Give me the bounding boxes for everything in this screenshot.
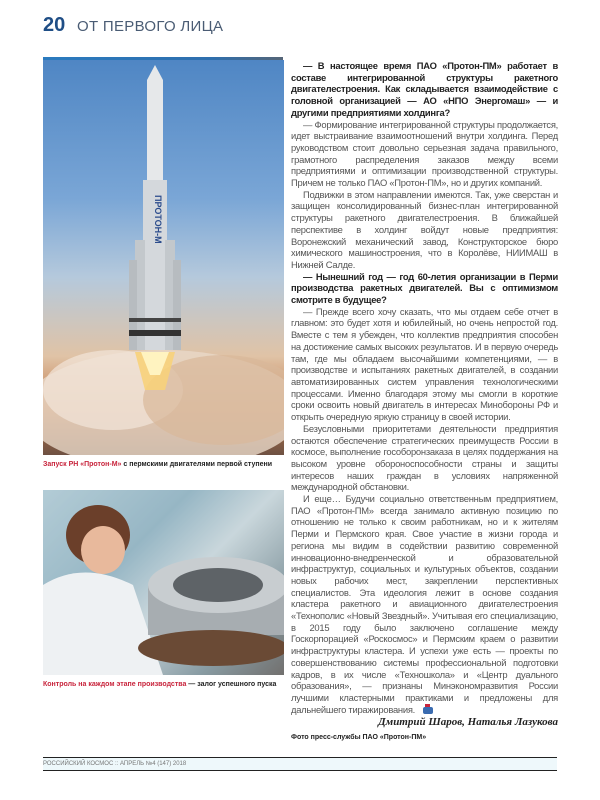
end-of-article-icon xyxy=(423,707,433,714)
paragraph-text: И еще… Будучи социально ответственным предприятием, ПАО «Протон-ПМ» всегда занимало активную позицию по отношению не только к своим работникам, но и к жителям Перми и Пермского края. Свое участие в жизни города и региона мы видим в содействии развитию современной инновационно-внедренческой и образовательной инфраструктур, социальных и культурных объектов, создании новых рабочих мест, закреплении перспективных специалистов. Эта идеология лежит в основе создания кластера ракетного и авиационного двигателестроения «Технополис «Новый Звездный». Учитывая его специализацию, в 2015 году было заключено соглашение между Госкорпорацией «Роскосмос» и Пермским краем о развитии инфраструктуры кластера. И успехи уже есть — проекты по совершенствованию системы профессиональной подготовки кадров, в их числе «Техношкола» и «Центр дуального образования», — признаны Минэкономразвития России лучшими кластерными практиками и предложены для дальнейшего тиражирования. xyxy=(291,493,558,715)
caption-highlight: Запуск РН «Протон-М» xyxy=(43,461,122,468)
interview-question: — Нынешний год — год 60-летия организации в Перми производства ракетных двигателей. Вы с оптимизмом смотрите в будущее? xyxy=(291,270,558,306)
caption-text: с пермскими двигателями первой ступени xyxy=(121,461,273,468)
article-body xyxy=(291,60,558,744)
article-paragraph xyxy=(291,493,558,715)
interview-question: — В настоящее время ПАО «Протон-ПМ» работает в составе интегрированной структуры ракетного двигателестроения. Как складывается взаимодействие с головной организацией — АО «НПО Энергомаш» — и другими предприятиями холдинга? xyxy=(291,60,558,118)
rocket-label: ПРОТОН-М xyxy=(153,195,163,244)
page-footer xyxy=(43,757,557,771)
article-paragraph: Подвижки в этом направлении имеются. Так, уже сверстан и защищен консолидированный бизнес-план интегрированной структуры ракетного двигателестроения. В ближайшей перспективе в холдинг войдут новые предприятия: Воронежский механический завод, Конструкторское бюро химического машиностроения, что в Королёве, НИИМАШ в Нижней Салде. xyxy=(291,188,558,270)
page-number: 20 xyxy=(43,14,66,36)
rocket-launch-photo xyxy=(43,60,284,455)
interview-answer: — Прежде всего хочу сказать, что мы отдаем себе отчет в главном: это будет хотя и юбилейный, но очень непростой год. Вместе с тем я убежден, что коллектив предприятия способен на достижение самых высоких результатов. И в первую очередь там, где мы обладаем высочайшими компетенциями, — в производстве и испытаниях ракетных двигателей, в создании автоматизированных систем управления технологическими процессами. Именно благодаря этому мы смогли в короткие сроки освоить новый двигатель в интересах Минобороны РФ и открыть очередную яркую страницу в своей истории. xyxy=(291,305,558,423)
caption-text: — залог успешного пуска xyxy=(186,681,277,688)
footer-text: РОССИЙСКИЙ КОСМОС :: АПРЕЛЬ №4 (147) 2018 xyxy=(43,761,187,767)
photo-caption-2 xyxy=(43,681,293,688)
engine-inspection-photo xyxy=(43,490,284,675)
article-paragraph: Безусловными приоритетами деятельности предприятия остаются обеспечение стратегических преимуществ России в космосе, выполнение гособоронзаказа в целях поддержания на высоком уровне обороноспособности страны и защиты интересов наших граждан в условиях напряженной международной обстановки. xyxy=(291,422,558,493)
interview-answer: — Формирование интегрированной структуры продолжается, идет выстраивание взаимоотношений внутри холдинга. Перед руководством стоит довольно серьезная задача правильного, грамотного распределения заказов между всеми предприятиями и оптимизации производственной структуры. Причем не только ПАО «Протон-ПМ», но и других компаний. xyxy=(291,118,558,189)
photo-caption-1 xyxy=(43,461,293,468)
photo-credit: Фото пресс-службы ПАО «Протон-ПМ» xyxy=(291,734,427,742)
section-title: ОТ ПЕРВОГО ЛИЦА xyxy=(77,18,224,35)
article-authors: Дмитрий Шаров, Наталья Лазукова xyxy=(378,716,558,729)
caption-highlight: Контроль на каждом этапе производства xyxy=(43,681,187,688)
